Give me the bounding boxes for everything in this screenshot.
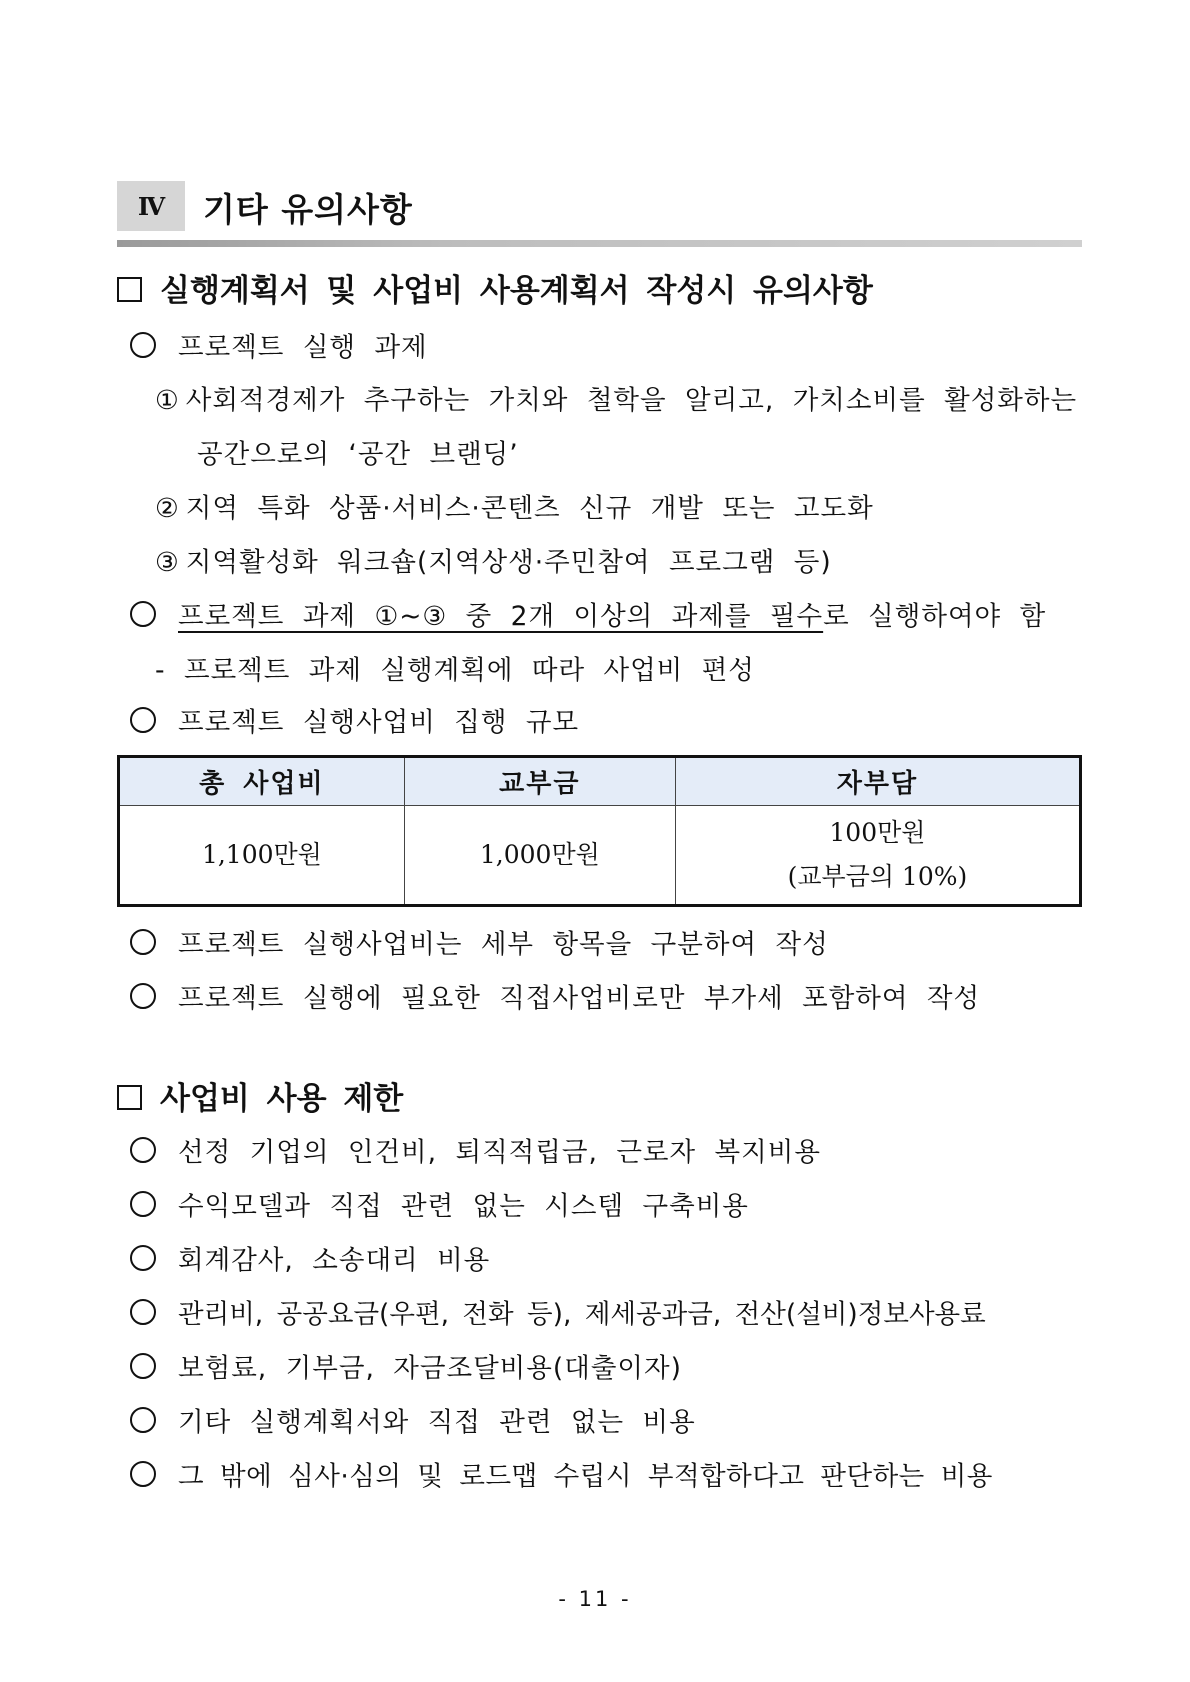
section-2-heading (117, 1073, 403, 1118)
circle-bullet-icon (130, 601, 156, 627)
requirement-subitem (155, 648, 755, 687)
cell-grant: 1,000만원 (404, 806, 675, 906)
budget-table (117, 755, 1082, 907)
restriction-item (130, 1184, 749, 1223)
restriction-text: 기타 실행계획서와 직접 관련 없는 비용 (178, 1407, 696, 1438)
requirement-emphasis: 프로젝트 과제 ①~③ 중 2개 이상의 과제를 필수 (178, 601, 824, 632)
restriction-text: 관리비, 공공요금(우편, 전화 등), 제세공과금, 전산(설비)정보사용료 (178, 1299, 986, 1330)
note-text-2: 프로젝트 실행에 필요한 직접사업비로만 부가세 포함하여 작성 (178, 983, 981, 1014)
restriction-text: 수익모델과 직접 관련 없는 시스템 구축비용 (178, 1191, 749, 1222)
circle-bullet-icon (130, 929, 156, 955)
task-text-3: 지역활성화 워크숍(지역상생·주민참여 프로그램 등) (185, 547, 832, 578)
restriction-text: 보험료, 기부금, 자금조달비용(대출이자) (178, 1353, 682, 1384)
budget-scale-label: 프로젝트 실행사업비 집행 규모 (178, 707, 580, 738)
header-total-budget: 총 사업비 (119, 757, 405, 806)
task-item-1-continued (197, 432, 519, 471)
section-1-title: 실행계획서 및 사업비 사용계획서 작성시 유의사항 (160, 273, 873, 309)
note-item-2 (130, 976, 980, 1015)
note-text-1: 프로젝트 실행사업비는 세부 항목을 구분하여 작성 (178, 929, 829, 960)
circle-bullet-icon (130, 1191, 156, 1217)
self-contribution-note: (교부금의 10%) (787, 862, 968, 891)
task-item-2 (155, 486, 874, 525)
header-self-contribution: 자부담 (675, 757, 1080, 806)
circle-bullet-icon (130, 1353, 156, 1379)
task-number-1: ① (155, 385, 180, 416)
restriction-item (130, 1454, 993, 1493)
circle-bullet-icon (130, 332, 156, 358)
task-text-2: 지역 특화 상품·서비스·콘텐츠 신규 개발 또는 고도화 (185, 493, 874, 524)
circle-bullet-icon (130, 1245, 156, 1271)
budget-scale-item (130, 700, 579, 739)
note-item-1 (130, 922, 829, 961)
chapter-divider (117, 240, 1082, 247)
circle-bullet-icon (130, 983, 156, 1009)
task-item-1 (155, 378, 1077, 417)
restriction-text: 그 밖에 심사·심의 및 로드맵 수립시 부적합하다고 판단하는 비용 (178, 1461, 993, 1492)
restriction-text: 회계감사, 소송대리 비용 (178, 1245, 491, 1276)
section-1-heading (117, 265, 873, 310)
page-number: - 11 - (558, 1587, 632, 1611)
circle-bullet-icon (130, 707, 156, 733)
restriction-item (130, 1238, 490, 1277)
requirement-item (130, 594, 1046, 633)
restriction-item (130, 1346, 682, 1385)
task-text-1-line-2: 공간으로의 ‘공간 브랜딩’ (197, 439, 519, 470)
task-number-3: ③ (155, 547, 180, 578)
header-grant: 교부금 (404, 757, 675, 806)
restriction-item (130, 1130, 821, 1169)
cell-total-budget: 1,100만원 (119, 806, 405, 906)
checkbox-bullet-icon (117, 1085, 142, 1110)
restriction-text: 선정 기업의 인건비, 퇴직적립금, 근로자 복지비용 (178, 1137, 821, 1168)
section-2-title: 사업비 사용 제한 (160, 1081, 404, 1117)
requirement-rest: 로 실행하여야 함 (823, 601, 1047, 632)
budget-table-header-row (119, 757, 1081, 806)
self-contribution-amount: 100만원 (829, 818, 926, 847)
task-number-2: ② (155, 493, 180, 524)
project-tasks-item (130, 325, 428, 364)
task-text-1: 사회적경제가 추구하는 가치와 철학을 알리고, 가치소비를 활성화하는 (185, 385, 1078, 416)
chapter-title: 기타 유의사항 (203, 190, 413, 229)
project-tasks-label: 프로젝트 실행 과제 (178, 332, 428, 363)
circle-bullet-icon (130, 1299, 156, 1325)
circle-bullet-icon (130, 1137, 156, 1163)
circle-bullet-icon (130, 1461, 156, 1487)
restriction-item (130, 1400, 696, 1439)
restriction-item (130, 1292, 986, 1331)
circle-bullet-icon (130, 1407, 156, 1433)
cell-self-contribution (675, 806, 1080, 906)
checkbox-bullet-icon (117, 277, 142, 302)
requirement-sub-text: - 프로젝트 과제 실행계획에 따라 사업비 편성 (155, 655, 755, 686)
chapter-number-badge: Ⅳ (117, 181, 185, 231)
task-item-3 (155, 540, 832, 579)
budget-table-row (119, 806, 1081, 906)
